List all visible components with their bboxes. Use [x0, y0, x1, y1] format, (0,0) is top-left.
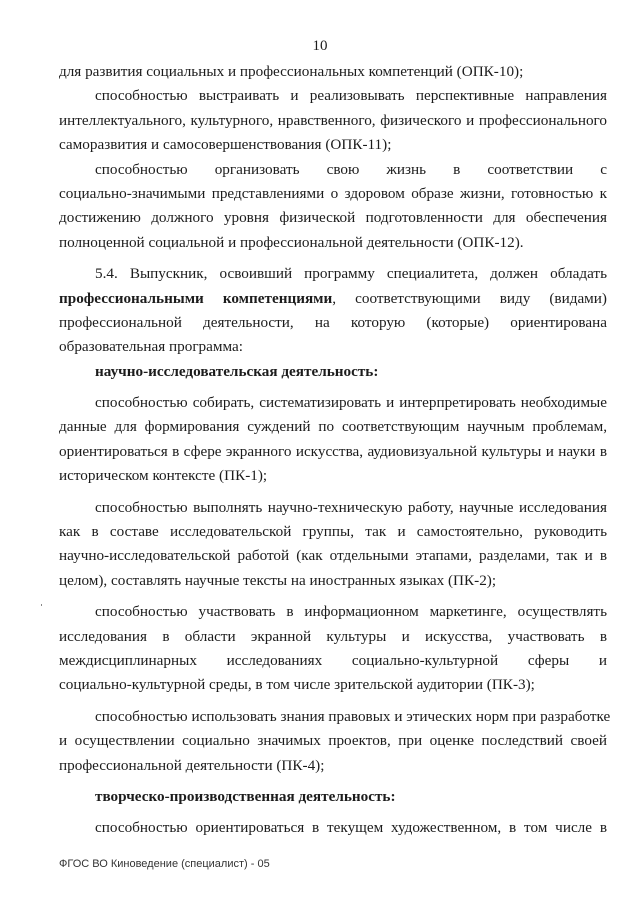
text-line: способностью организовать свою жизнь в соответствии с	[95, 160, 607, 178]
text-line: способностью ориентироваться в текущем художественном, в том числе в	[95, 819, 607, 837]
text-span: , соответствующими виду (видами)	[332, 289, 607, 307]
text-line: образовательная программа:	[59, 338, 243, 356]
text-line	[59, 287, 607, 311]
text-line: творческо-производственная деятельность:	[95, 787, 396, 805]
bold-term: профессиональными компетенциями	[59, 289, 333, 307]
text-line: научно-исследовательской работой (как отдельными этапами, разделами, так и в	[59, 547, 607, 565]
document-body	[59, 60, 611, 841]
text-line: способностью собирать, систематизировать и интерпретировать необходимые	[95, 394, 607, 412]
text-line: и осуществлении социально значимых проектов, при оценке последствий своей	[59, 732, 607, 750]
text-line: способностью выстраивать и реализовывать перспективные направления	[95, 87, 607, 105]
text-line: полноценной социальной и профессиональной деятельности (ОПК-12).	[59, 233, 524, 251]
text-line: профессиональной деятельности, на которую (которые) ориентирована	[59, 313, 607, 331]
document-footer: ФГОС ВО Киноведение (специалист) - 05	[59, 858, 270, 870]
text-line: для развития социальных и профессиональных компетенций (ОПК-10);	[59, 63, 524, 80]
text-line: ориентироваться в сфере экранного искусства, аудиовизуальной культуры и науки в	[59, 442, 607, 460]
text-line: способностью выполнять научно-техническую работу, научные исследования	[95, 498, 607, 516]
text-line: социально-культурной среды, в том числе зрительской аудитории (ПК-3);	[59, 676, 535, 694]
scan-speck	[41, 604, 42, 606]
text-line: саморазвития и самосовершенствования (ОПК-11);	[59, 136, 392, 154]
page-number: 10	[312, 38, 328, 54]
text-line: междисциплинарных исследованиях социально-культурной сферы и	[59, 651, 607, 669]
text-line: способностью участвовать в информационном маркетинге, осуществлять	[95, 603, 607, 621]
text-line: целом), составлять научные тексты на иностранных языках (ПК-2);	[59, 571, 497, 589]
text-line: способностью использовать знания правовых и этических норм при разработке	[95, 707, 611, 725]
text-line: профессиональной деятельности (ПК-4);	[59, 756, 325, 774]
text-line: 5.4. Выпускник, освоивший программу специалитета, должен обладать	[95, 265, 607, 283]
text-line: интеллектуального, культурного, нравственного, физического и профессионального	[59, 111, 607, 129]
text-line: достижению должного уровня физической подготовленности для обеспечения	[59, 209, 607, 227]
text-line: историческом контексте (ПК-1);	[59, 467, 268, 485]
text-line: социально-значимыми представлениями о здоровом образе жизни, готовностью к	[59, 184, 607, 202]
text-line: научно-исследовательская деятельность:	[95, 362, 379, 380]
text-line: как в составе исследовательской группы, так и самостоятельно, руководить	[59, 523, 607, 541]
text-line: данные для формирования суждений по соответствующим научным проблемам,	[59, 418, 607, 436]
text-line: исследования в области экранной культуры и искусства, участвовать в	[59, 627, 607, 645]
